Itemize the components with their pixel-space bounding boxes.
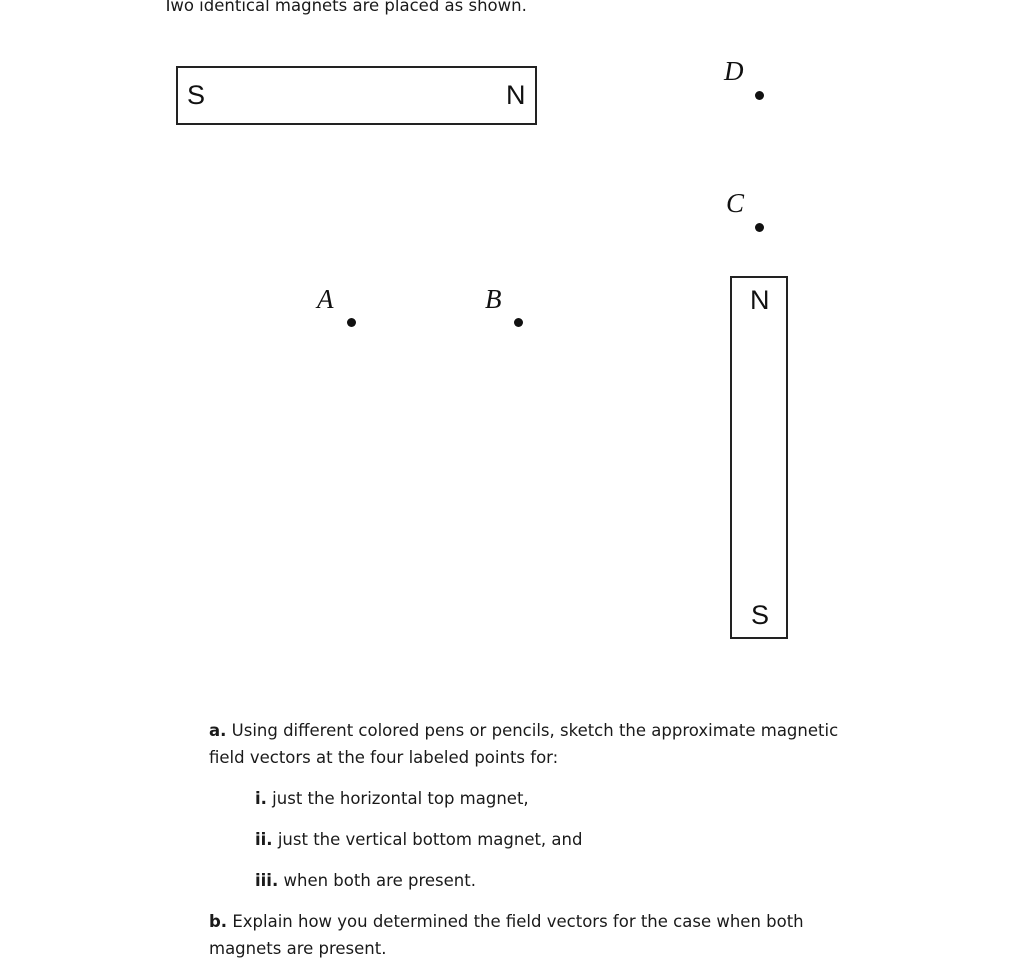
item-prefix: i.: [255, 789, 267, 808]
item-text: just the horizontal top magnet,: [266, 789, 529, 808]
point-a-dot: [347, 318, 356, 327]
item-prefix: ii.: [255, 830, 273, 849]
question-b-line1: [209, 908, 804, 935]
point-label-a: A: [317, 284, 334, 314]
point-label-b: B: [485, 284, 502, 314]
question-a-prefix: a.: [209, 721, 227, 740]
question-item-i: [255, 785, 529, 812]
pole-label-s: S: [187, 80, 206, 110]
point-b-dot: [514, 318, 523, 327]
question-b-line2: magnets are present.: [209, 939, 387, 958]
question-item-iii: [255, 867, 476, 894]
item-text: when both are present.: [278, 871, 476, 890]
question-b-prefix: b.: [209, 912, 228, 931]
vertical-magnet: [730, 276, 788, 639]
question-a-text: Using different colored pens or pencils, sketch the approximate magnetic: [226, 721, 839, 740]
pole-label-s: S: [751, 600, 770, 630]
question-item-ii: [255, 826, 582, 853]
point-c-dot: [755, 223, 764, 232]
point-label-d: D: [724, 56, 744, 86]
question-b-text: Explain how you determined the field vectors for the case when both: [227, 912, 804, 931]
pole-label-n: N: [506, 80, 526, 110]
pole-label-n: N: [750, 285, 770, 315]
question-a-line2: field vectors at the four labeled points for:: [209, 748, 559, 767]
item-prefix: iii.: [255, 871, 279, 890]
item-text: just the vertical bottom magnet, and: [272, 830, 583, 849]
horizontal-magnet: [176, 66, 537, 125]
intro-text: Two identical magnets are placed as shown.: [163, 0, 527, 15]
point-label-c: C: [726, 188, 745, 218]
point-d-dot: [755, 91, 764, 100]
question-a-line1: [209, 717, 838, 744]
